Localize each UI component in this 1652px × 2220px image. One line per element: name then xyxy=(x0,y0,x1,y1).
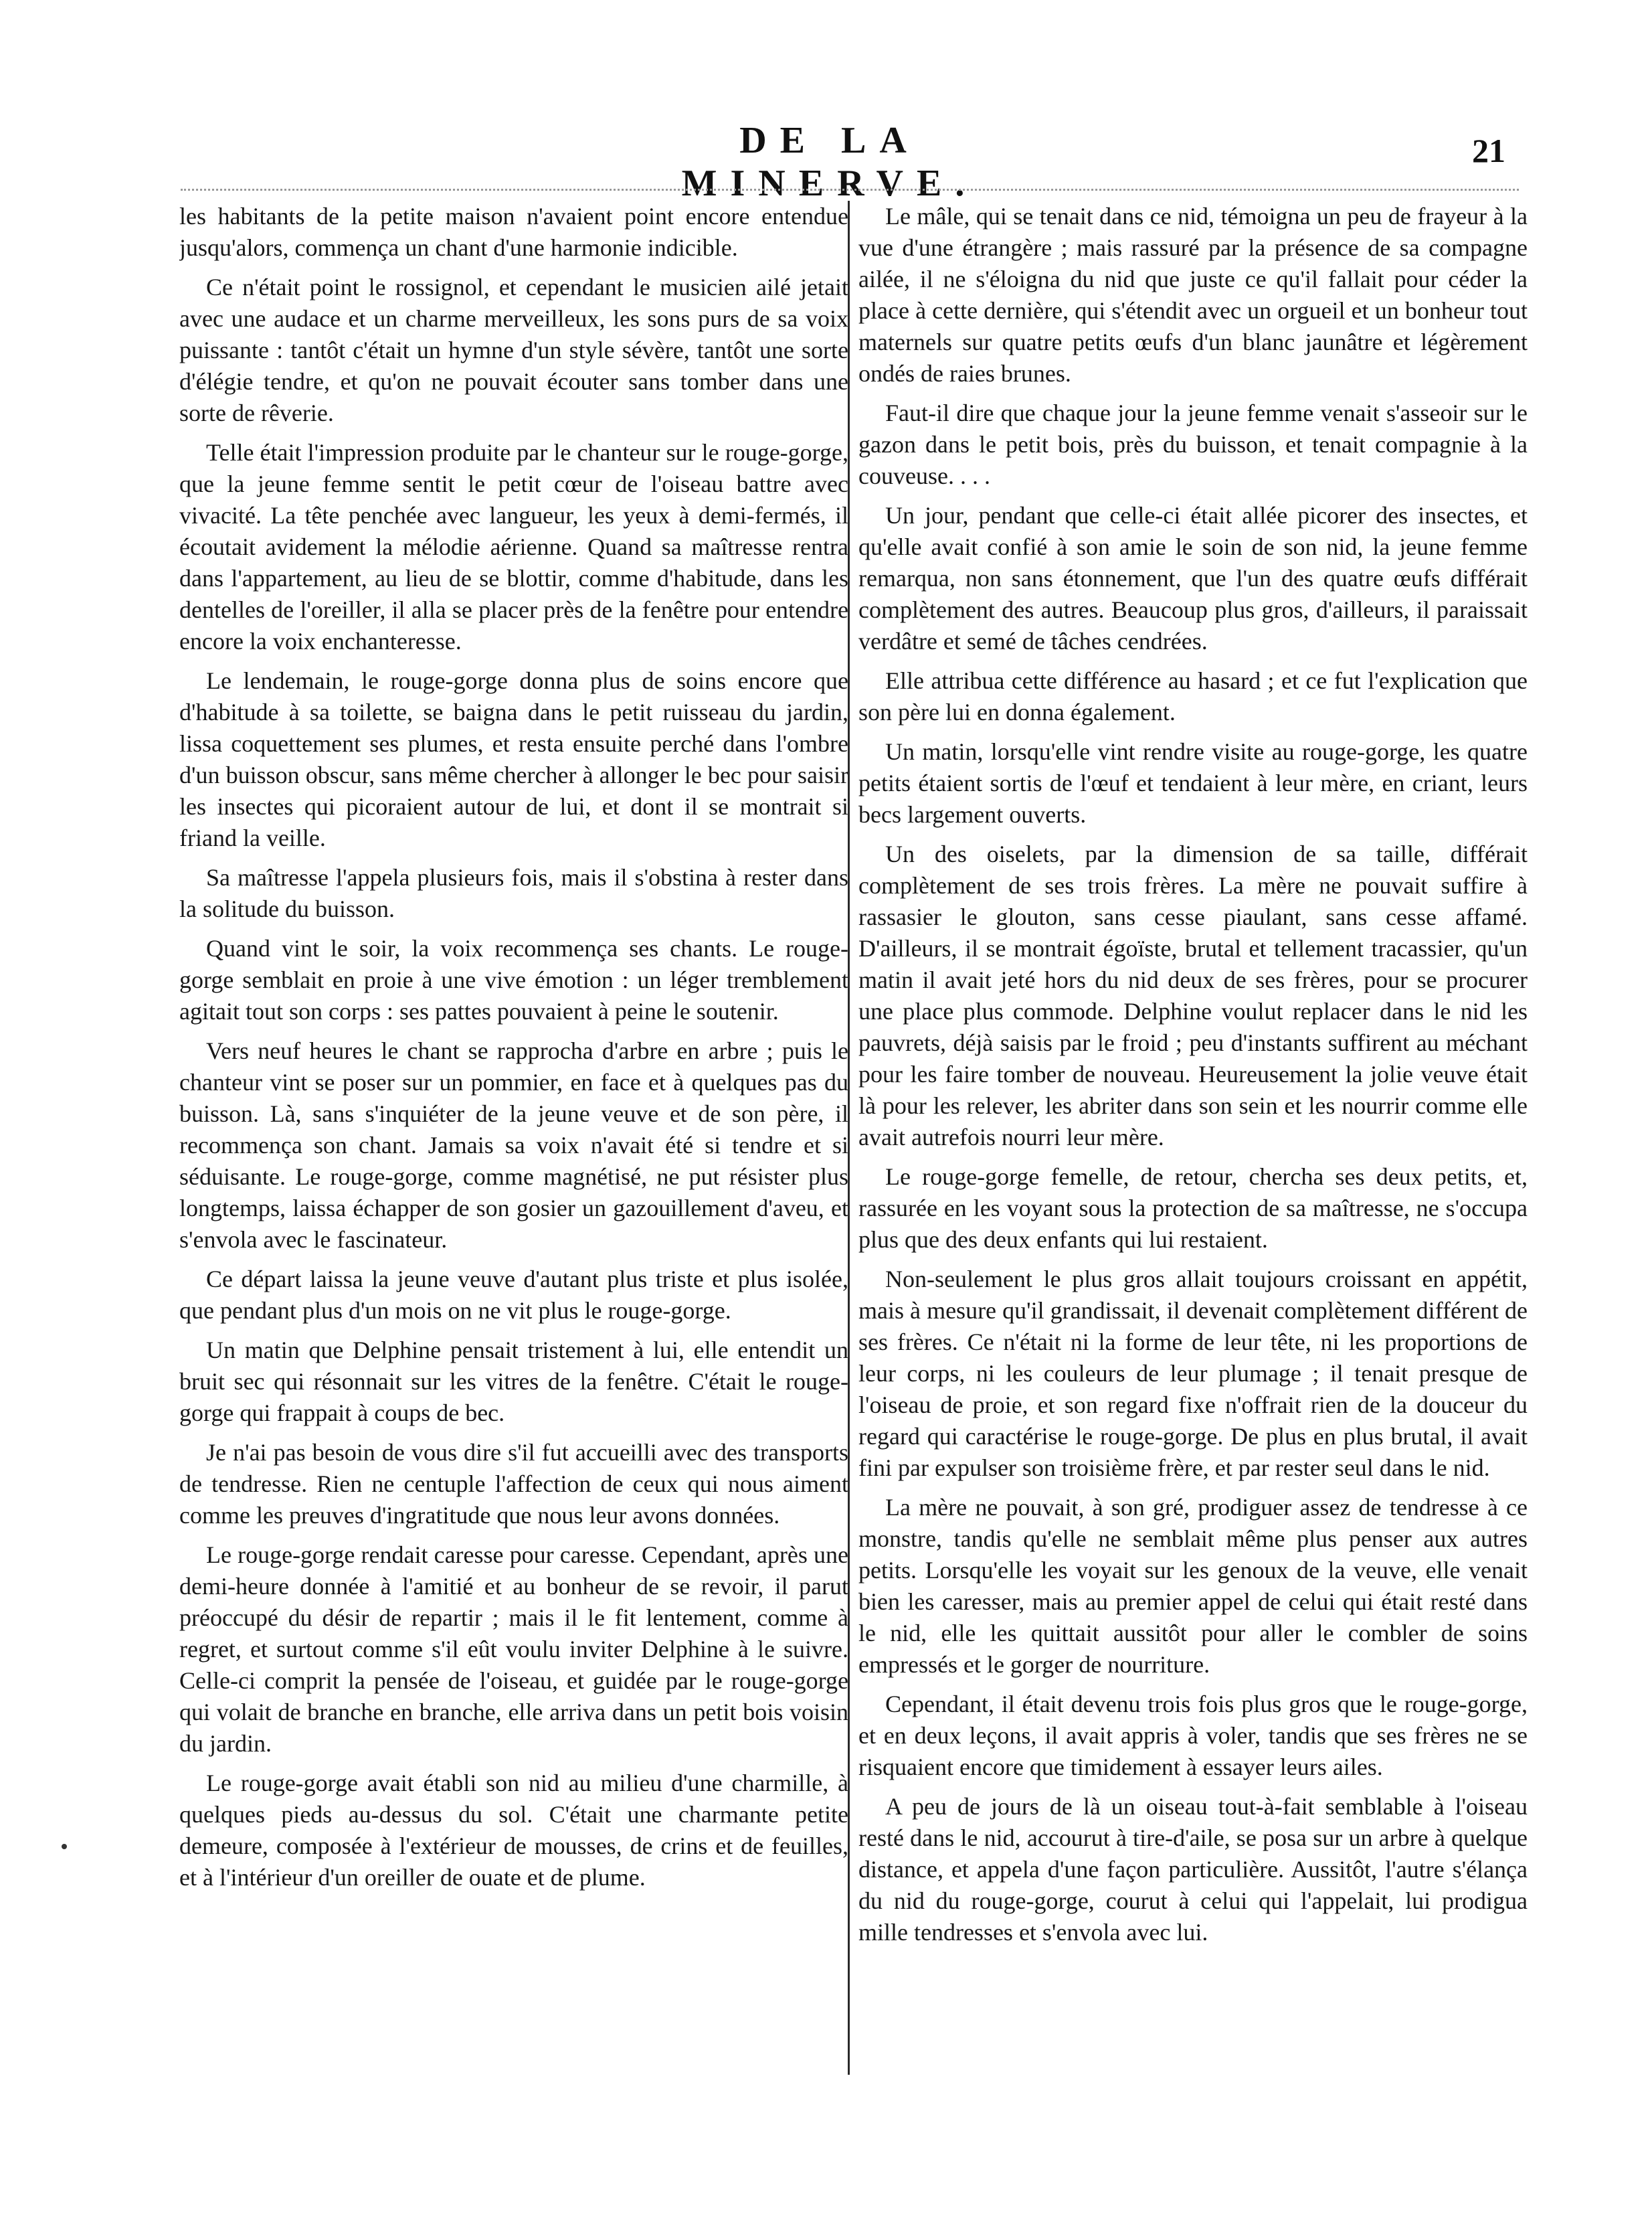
left-column xyxy=(179,201,848,2182)
paragraph: Ce n'était point le rossignol, et cependant le musicien ailé jetait avec une audace et un charme merveilleux, les sons purs de sa voix puissante : tantôt c'était un hymne d'un style sévère, tantôt une sorte d'élégie tendre, et qu'on ne pouvait écouter sans tomber dans une sorte de rêverie. xyxy=(179,274,848,426)
paragraph: Vers neuf heures le chant se rapprocha d'arbre en arbre ; puis le chanteur vint se poser sur un pommier, en face et à quelques pas du buisson. Là, sans s'inquiéter de la jeune veuve et de son père, il recommença son chant. Jamais sa voix n'avait été si tendre et si séduisante. Le rouge-gorge, comme magnétisé, ne put résister plus longtemps, laissa échapper de son gosier un gazouillement d'aveu, et s'envola avec le fascinateur. xyxy=(179,1037,848,1253)
right-column xyxy=(858,201,1528,2182)
paragraph: Elle attribua cette différence au hasard ; et ce fut l'explication que son père lui en donna également. xyxy=(858,667,1528,725)
paragraph: Un matin que Delphine pensait tristement à lui, elle entendit un bruit sec qui résonnait sur les vitres de la fenêtre. C'était le rouge-gorge qui frappait à coups de bec. xyxy=(179,1337,848,1426)
paragraph: Le mâle, qui se tenait dans ce nid, témoigna un peu de frayeur à la vue d'une étrangère ; mais rassuré par la présence de sa compagne ailée, il ne s'éloigna du nid que juste ce qu'il fallait pour céder la place à cette dernière, qui s'étendit avec un orgueil et un bonheur tout maternels sur quatre petits œufs d'un blanc jaunâtre et légèrement ondés de raies brunes. xyxy=(858,203,1528,387)
paragraph: Non-seulement le plus gros allait toujours croissant en appétit, mais à mesure qu'il grandissait, il devenait complètement différent de ses frères. Ce n'était ni la forme de leur tête, ni les proportions de leur corps, ni les couleurs de leur plumage ; il tenait presque de l'oiseau de proie, et son regard fixe n'offrait rien de la douceur du regard qui caractérise le rouge-gorge. De plus en plus brutal, il avait fini par expulser son troisième frère, et par rester seul dans le nid. xyxy=(858,1266,1528,1481)
paragraph: A peu de jours de là un oiseau tout-à-fait semblable à l'oiseau resté dans le nid, accourut à tire-d'aile, se posa sur un arbre à quelque distance, et appela d'une façon particulière. Aussitôt, l'autre s'élança du nid du rouge-gorge, courut à celui qui l'appelait, lui prodigua mille tendresses et s'envola avec lui. xyxy=(858,1793,1528,1946)
paragraph: Faut-il dire que chaque jour la jeune femme venait s'asseoir sur le gazon dans le petit bois, près du buisson, et tenait compagnie à la couveuse. . . . xyxy=(858,400,1528,489)
paragraph: Sa maîtresse l'appela plusieurs fois, mais il s'obstina à rester dans la solitude du buisson. xyxy=(179,864,848,922)
paragraph: Un jour, pendant que celle-ci était allée picorer des insectes, et qu'elle avait confié à son amie le soin de son nid, la jeune femme remarqua, non sans étonnement, que l'un des quatre œufs différait complètement des autres. Beaucoup plus gros, d'ailleurs, il paraissait verdâtre et semé de tâches cendrées. xyxy=(858,502,1528,655)
header-rule xyxy=(181,189,1519,191)
paragraph: Telle était l'impression produite par le chanteur sur le rouge-gorge, que la jeune femme sentit le petit cœur de l'oiseau battre avec vivacité. La tête penchée avec langueur, les yeux à demi-fermés, il écoutait avidement la mélodie aérienne. Quand sa maîtresse rentra dans l'appartement, au lieu de se blottir, comme d'habitude, dans les dentelles de l'oreiller, il alla se placer près de la fenêtre pour entendre encore la voix enchanteresse. xyxy=(179,439,848,655)
column-divider xyxy=(848,201,850,2075)
paragraph: Le lendemain, le rouge-gorge donna plus de soins encore que d'habitude à sa toilette, se baigna dans le petit ruisseau du jardin, lissa coquettement ses plumes, et resta ensuite perché dans l'ombre d'un buisson obscur, sans même chercher à allonger le bec pour saisir les insectes qui picoraient autour de lui, et dont il se montrait si friand la veille. xyxy=(179,667,848,851)
page-number: 21 xyxy=(1472,132,1505,169)
paragraph: Un des oiselets, par la dimension de sa taille, différait complètement de ses trois frères. La mère ne pouvait suffire à rassasier le glouton, sans cesse piaulant, sans cesse affamé. D'ailleurs, il se montrait égoïste, brutal et tellement tracassier, qu'un matin il avait jeté hors du nid deux de ses frères, pour se procurer une place plus commode. Delphine voulut replacer dans le nid les pauvrets, déjà saisis par le froid ; peu d'instants suffirent au méchant pour les faire tomber de nouveau. Heureusement la jolie veuve était là pour les relever, les abriter dans son sein et les nourrir comme elle avait autrefois nourri leur mère. xyxy=(858,841,1528,1150)
running-title: DE LA MINERVE. xyxy=(681,120,978,204)
paragraph: Quand vint le soir, la voix recommença ses chants. Le rouge-gorge semblait en proie à une vive émotion : un léger tremblement agitait tout son corps : ses pattes pouvaient à peine le soutenir. xyxy=(179,935,848,1025)
ink-speck xyxy=(62,1844,67,1849)
paragraph: La mère ne pouvait, à son gré, prodiguer assez de tendresse à ce monstre, tandis qu'elle ne semblait même plus penser aux autres petits. Lorsqu'elle les voyait sur les genoux de la veuve, elle venait bien les caresser, mais au premier appel de celui qui était resté dans le nid, elle les quittait aussitôt pour aller le combler de soins empressés et le gorger de nourriture. xyxy=(858,1494,1528,1678)
paragraph: Le rouge-gorge femelle, de retour, chercha ses deux petits, et, rassurée en les voyant sous la protection de sa maîtresse, ne s'occupa plus que des deux enfants qui lui restaient. xyxy=(858,1163,1528,1253)
paragraph: Un matin, lorsqu'elle vint rendre visite au rouge-gorge, les quatre petits étaient sortis de l'œuf et tendaient à leur mère, en criant, leurs becs largement ouverts. xyxy=(858,738,1528,828)
paragraph: les habitants de la petite maison n'avaient point encore entendue jusqu'alors, commença un chant d'une harmonie indicible. xyxy=(179,203,848,261)
paragraph: Le rouge-gorge rendait caresse pour caresse. Cependant, après une demi-heure donnée à l'amitié et au bonheur de se revoir, il parut préoccupé du désir de repartir ; mais il le fit lentement, comme à regret, et surtout comme s'il eût voulu inviter Delphine à le suivre. Celle-ci comprit la pensée de l'oiseau, et guidée par le rouge-gorge qui volait de branche en branche, elle arriva dans un petit bois voisin du jardin. xyxy=(179,1541,848,1757)
paragraph: Cependant, il était devenu trois fois plus gros que le rouge-gorge, et en deux leçons, il avait appris à voler, tandis que ses frères ne se risquaient encore que timidement à essayer leurs ailes. xyxy=(858,1691,1528,1780)
paragraph: Je n'ai pas besoin de vous dire s'il fut accueilli avec des transports de tendresse. Rien ne centuple l'affection de ceux qui nous aiment comme les preuves d'ingratitude que nous leur avons données. xyxy=(179,1439,848,1529)
paragraph: Le rouge-gorge avait établi son nid au milieu d'une charmille, à quelques pieds au-dessus du sol. C'était une charmante petite demeure, composée à l'extérieur de mousses, de crins et de feuilles, et à l'intérieur d'un oreiller de ouate et de plume. xyxy=(179,1770,848,1891)
paragraph: Ce départ laissa la jeune veuve d'autant plus triste et plus isolée, que pendant plus d'un mois on ne vit plus le rouge-gorge. xyxy=(179,1266,848,1324)
